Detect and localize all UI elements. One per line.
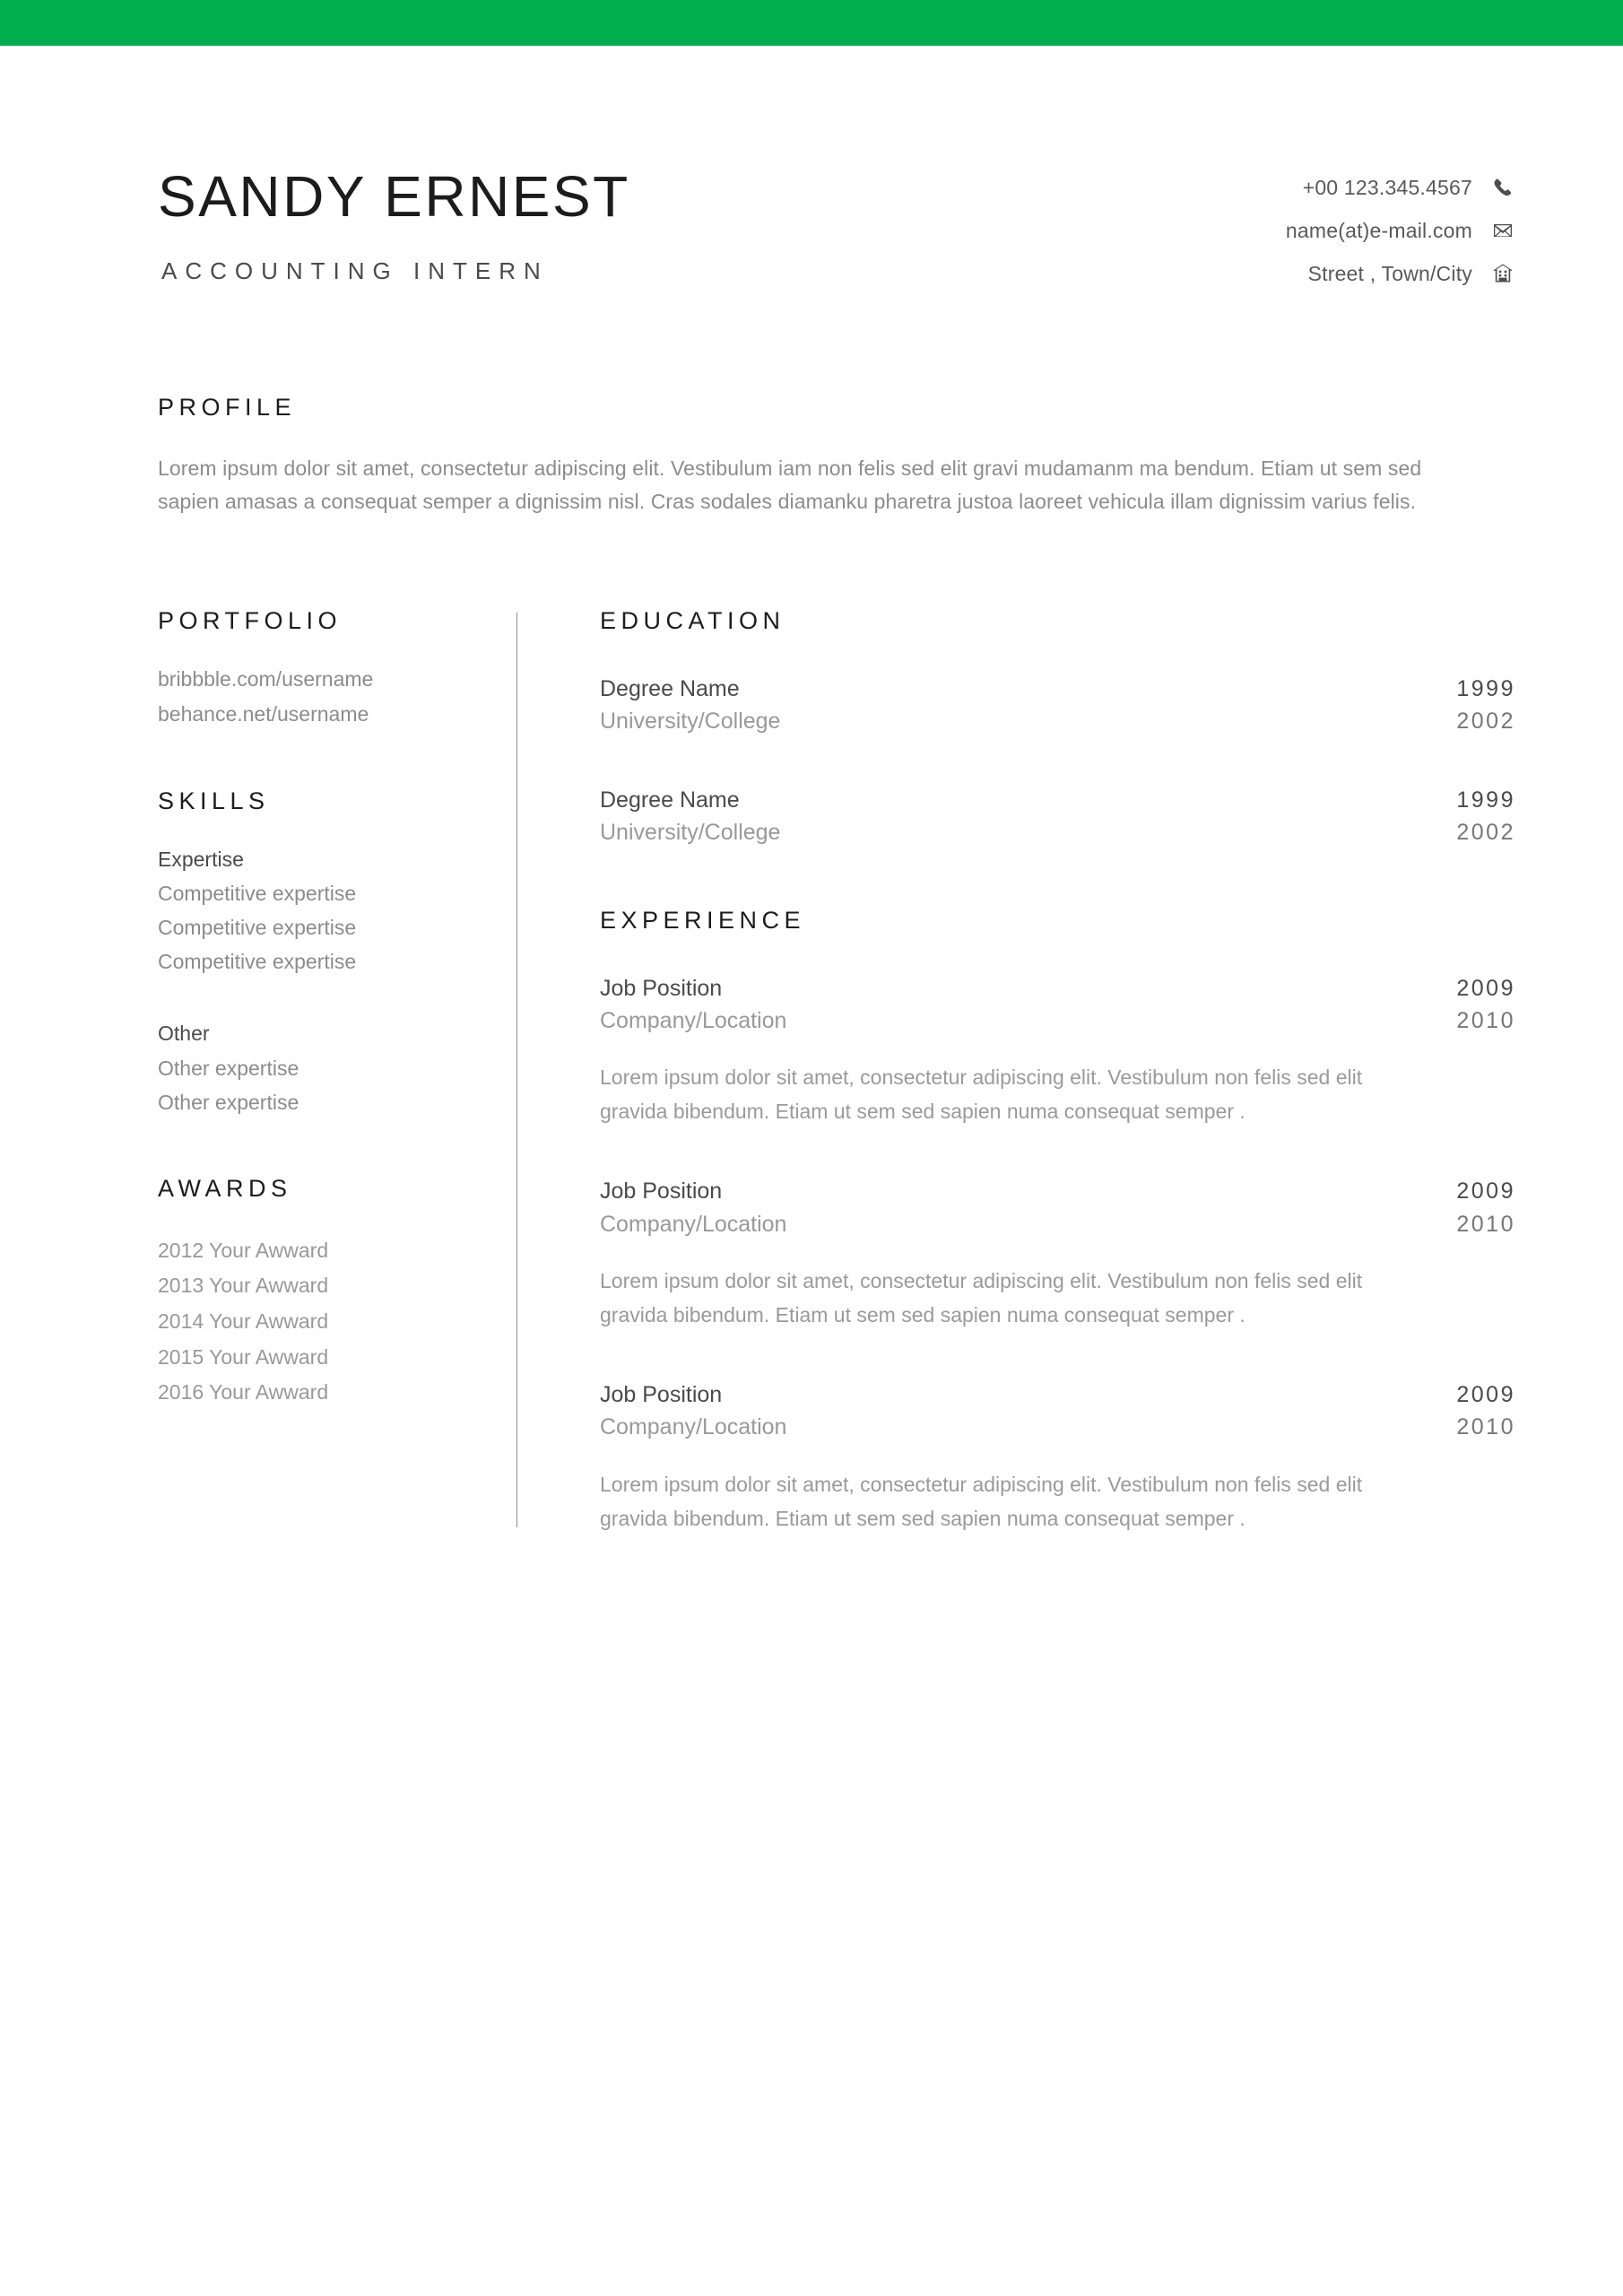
awards-section bbox=[158, 1175, 490, 1411]
year-start: 2009 bbox=[1456, 975, 1515, 1001]
job-position: Job Position bbox=[600, 1178, 723, 1205]
table-row bbox=[600, 673, 1515, 705]
institution-name: University/College bbox=[600, 708, 781, 734]
degree-name: Degree Name bbox=[600, 787, 740, 813]
table-row bbox=[600, 1378, 1515, 1411]
education-entry bbox=[600, 784, 1515, 849]
right-column bbox=[517, 607, 1515, 1557]
left-column bbox=[158, 607, 516, 1557]
table-row bbox=[600, 784, 1515, 816]
list-item[interactable]: behance.net/username bbox=[158, 701, 369, 726]
contact-row-phone[interactable] bbox=[1303, 175, 1515, 200]
table-row bbox=[600, 816, 1515, 848]
table-row bbox=[600, 1004, 1515, 1037]
experience-entry bbox=[600, 1378, 1515, 1535]
envelope-icon bbox=[1490, 218, 1515, 243]
awards-heading: AWARDS bbox=[158, 1174, 292, 1202]
list-item: 2015 Your Awward bbox=[158, 1344, 329, 1369]
profile-heading: PROFILE bbox=[158, 394, 297, 421]
resume-page bbox=[0, 46, 1623, 2296]
company-location: Company/Location bbox=[600, 1211, 787, 1237]
list-item: Competitive expertise bbox=[158, 916, 357, 940]
skill-group-title: Other bbox=[158, 1022, 210, 1046]
year-start: 1999 bbox=[1456, 675, 1515, 701]
education-section bbox=[600, 607, 1515, 849]
education-heading: EDUCATION bbox=[600, 606, 785, 634]
year-start: 2009 bbox=[1456, 1178, 1515, 1205]
page-title: SANDY ERNEST bbox=[158, 164, 630, 229]
year-end: 2010 bbox=[1456, 1211, 1515, 1237]
degree-name: Degree Name bbox=[600, 675, 740, 701]
job-title: ACCOUNTING INTERN bbox=[161, 257, 549, 284]
building-icon bbox=[1490, 261, 1515, 286]
contact-row-address[interactable] bbox=[1308, 261, 1515, 286]
list-item: Competitive expertise bbox=[158, 881, 357, 905]
portfolio-heading: PORTFOLIO bbox=[158, 606, 343, 634]
experience-entry bbox=[600, 972, 1515, 1129]
contact-block bbox=[1286, 175, 1515, 286]
contact-row-email[interactable] bbox=[1286, 218, 1515, 243]
experience-entry bbox=[600, 1175, 1515, 1332]
profile-section bbox=[158, 394, 1515, 519]
company-location: Company/Location bbox=[600, 1414, 787, 1440]
list-item: 2013 Your Awward bbox=[158, 1274, 329, 1298]
top-accent-bar bbox=[0, 0, 1623, 46]
institution-name: University/College bbox=[600, 820, 781, 846]
company-location: Company/Location bbox=[600, 1007, 787, 1033]
table-row bbox=[600, 972, 1515, 1004]
year-start: 1999 bbox=[1456, 787, 1515, 813]
skill-group-title: Expertise bbox=[158, 847, 244, 871]
skill-group-expertise bbox=[158, 842, 490, 979]
phone-icon bbox=[1490, 175, 1515, 200]
year-end: 2010 bbox=[1456, 1007, 1515, 1033]
skill-group-other bbox=[158, 1016, 490, 1119]
list-item: 2016 Your Awward bbox=[158, 1380, 329, 1405]
awards-list bbox=[158, 1233, 490, 1411]
education-entry bbox=[600, 673, 1515, 738]
list-item: Competitive expertise bbox=[158, 950, 357, 974]
year-start: 2009 bbox=[1456, 1382, 1515, 1408]
resume-header bbox=[158, 46, 1515, 286]
list-item: Other expertise bbox=[158, 1090, 299, 1114]
year-end: 2002 bbox=[1456, 708, 1515, 734]
year-end: 2010 bbox=[1456, 1414, 1515, 1440]
portfolio-link-list bbox=[158, 662, 490, 732]
experience-heading: EXPERIENCE bbox=[600, 906, 806, 934]
street-address: Street , Town/City bbox=[1307, 261, 1472, 285]
list-item: Other expertise bbox=[158, 1056, 299, 1080]
table-row bbox=[600, 1175, 1515, 1207]
job-position: Job Position bbox=[600, 975, 723, 1001]
body-columns bbox=[158, 607, 1515, 1557]
email-address: name(at)e-mail.com bbox=[1285, 218, 1472, 242]
profile-body-text: Lorem ipsum dolor sit amet, consectetur adipiscing elit. Vestibulum iam non felis sed elit gravi mudamanm ma bendum. Etiam ut sem sed sapien amasas a consequat semper a dignissim nisl. Cras sodales diamanku pharetra justoa laoreet vehicula illam dignissim varius felis. bbox=[158, 457, 1422, 514]
skills-section bbox=[158, 787, 490, 1119]
experience-section bbox=[600, 907, 1515, 1536]
portfolio-section bbox=[158, 607, 490, 732]
list-item: 2012 Your Awward bbox=[158, 1238, 329, 1262]
list-item[interactable]: bribbble.com/username bbox=[158, 666, 374, 691]
experience-description: Lorem ipsum dolor sit amet, consectetur adipiscing elit. Vestibulum non felis sed elit gravida bibendum. Etiam ut sem sed sapien numa consequat semper . bbox=[600, 1065, 1363, 1124]
list-item: 2014 Your Awward bbox=[158, 1309, 329, 1333]
job-position: Job Position bbox=[600, 1382, 723, 1408]
identity-block bbox=[158, 162, 630, 285]
experience-description: Lorem ipsum dolor sit amet, consectetur adipiscing elit. Vestibulum non felis sed elit gravida bibendum. Etiam ut sem sed sapien numa consequat semper . bbox=[600, 1472, 1363, 1530]
year-end: 2002 bbox=[1456, 820, 1515, 846]
table-row bbox=[600, 705, 1515, 737]
skills-heading: SKILLS bbox=[158, 787, 270, 814]
phone-number: +00 123.345.4567 bbox=[1302, 175, 1472, 199]
table-row bbox=[600, 1411, 1515, 1443]
table-row bbox=[600, 1208, 1515, 1240]
experience-description: Lorem ipsum dolor sit amet, consectetur adipiscing elit. Vestibulum non felis sed elit gravida bibendum. Etiam ut sem sed sapien numa consequat semper . bbox=[600, 1268, 1363, 1327]
